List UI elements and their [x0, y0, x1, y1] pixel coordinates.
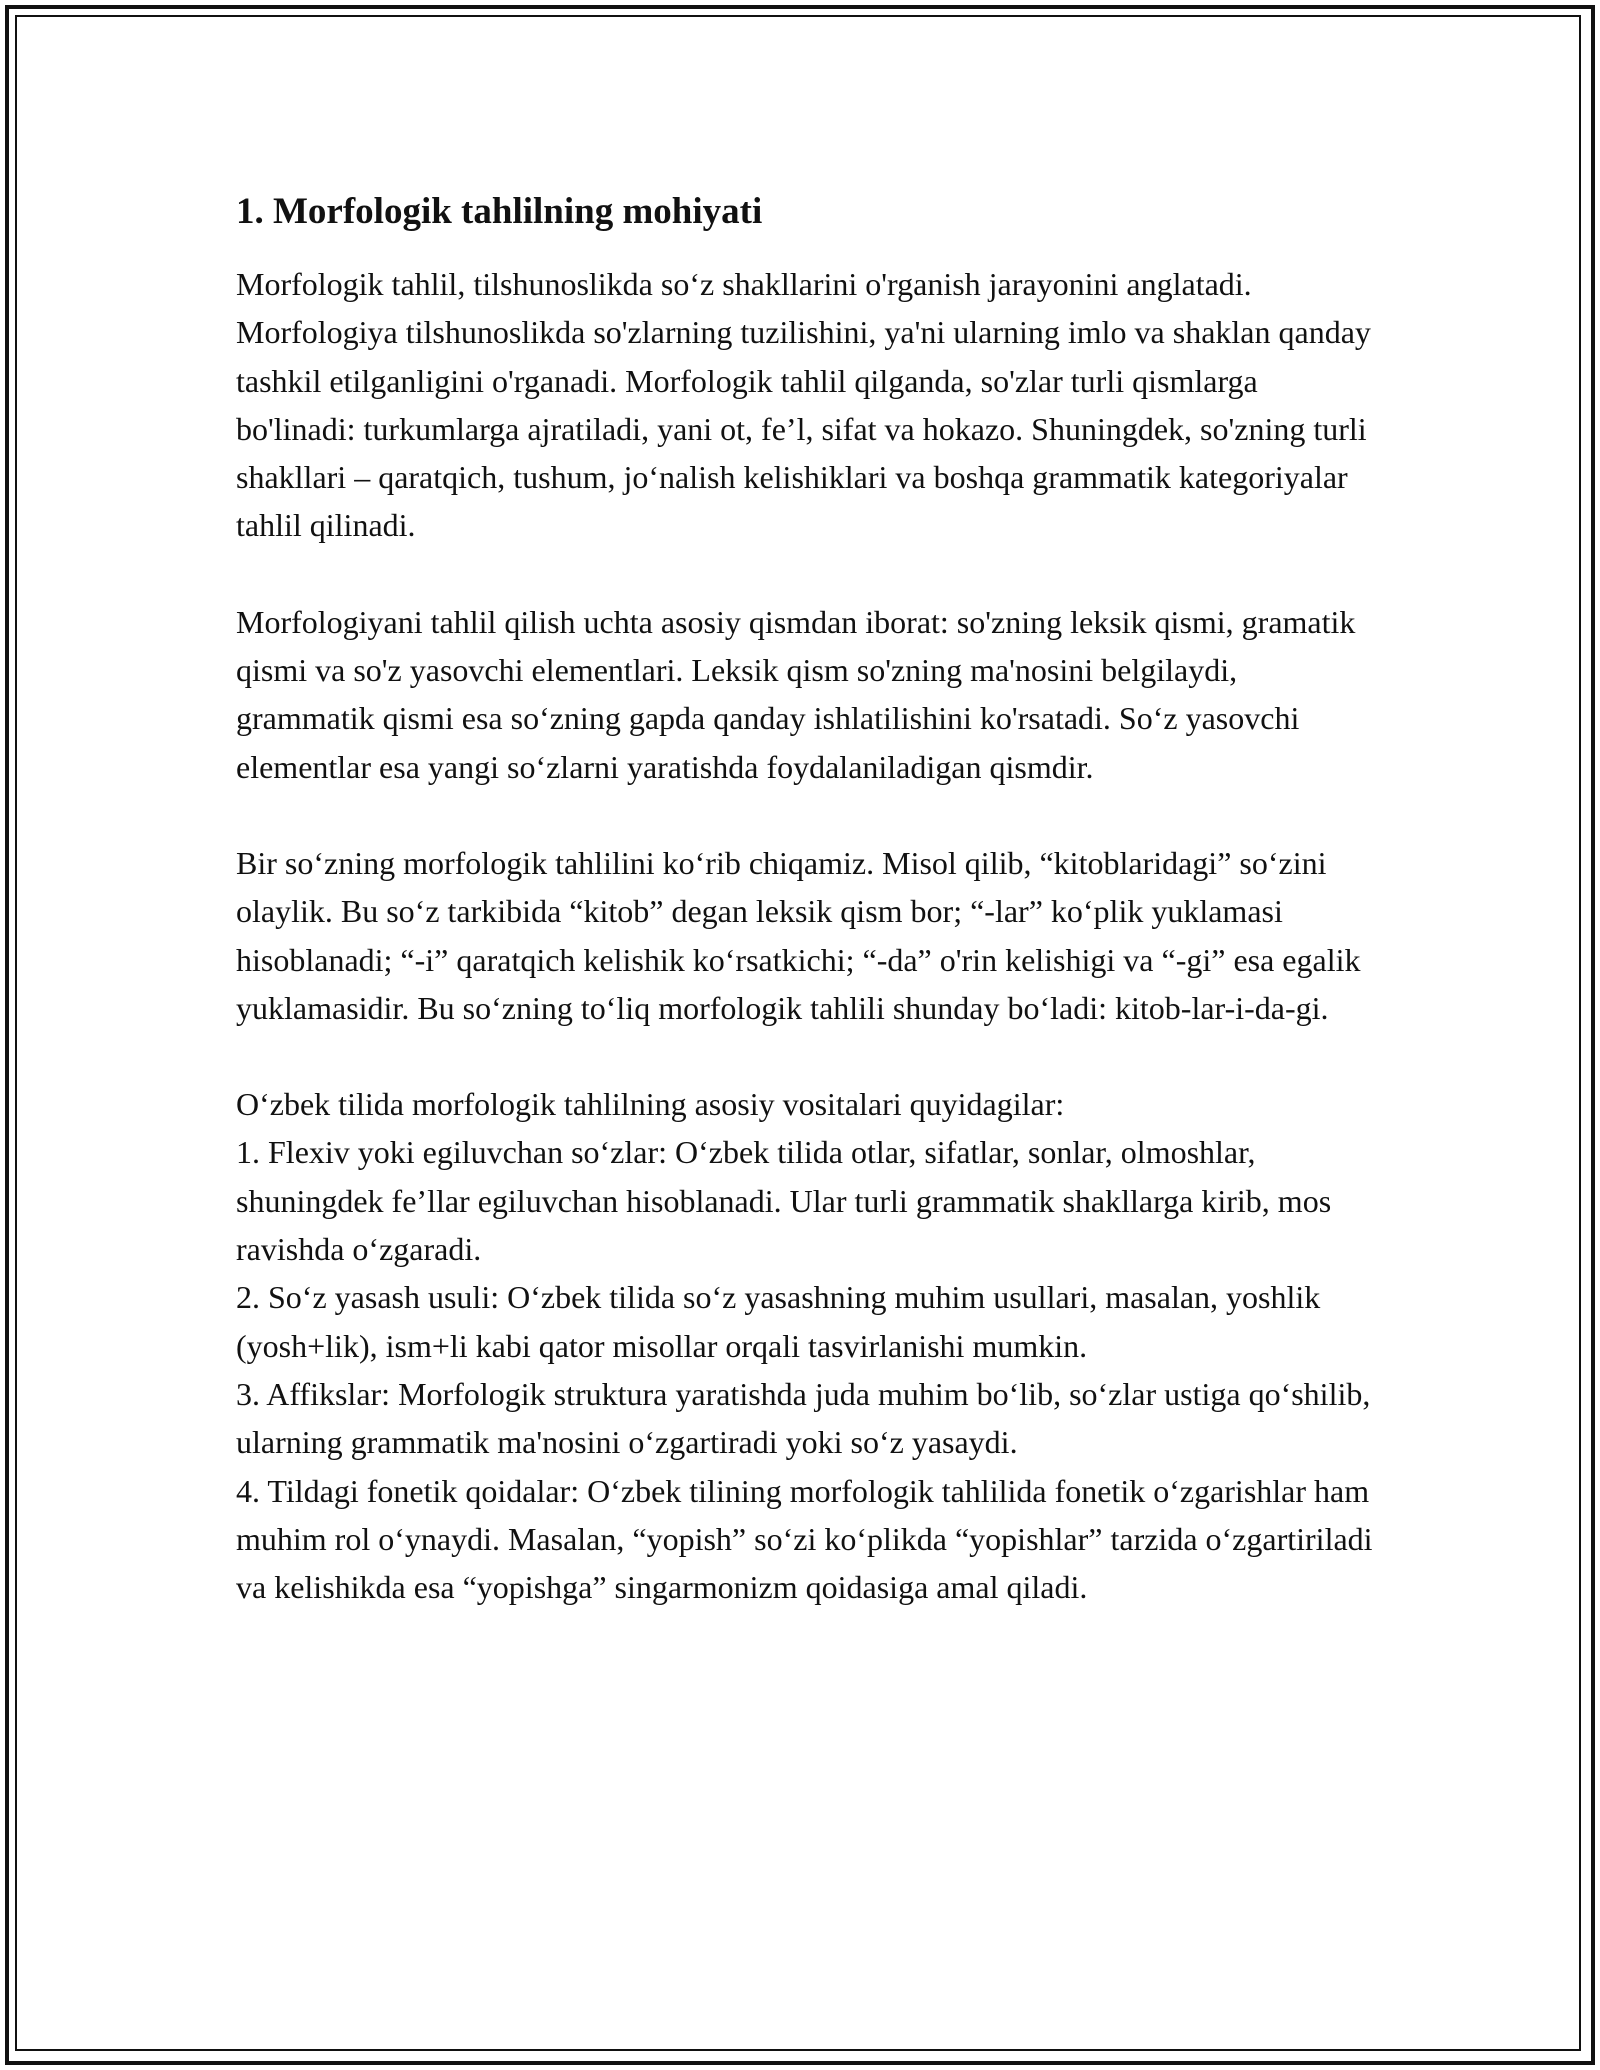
paragraph-definition: Morfologik tahlil, tilshunoslikda so‘z shakllarini o'rganish jarayonini anglatadi. Morfologiya tilshunoslikda so'zlarning tuzilishini, ya'ni ularning imlo va shaklan qanday tashkil etilganligini o'rganadi. Morfologik tahlil qilganda, so'zlar turli qismlarga bo'linadi: turkumlarga ajratiladi, yani ot, fe’l, sifat va hokazo. Shuningdek, so'zning turli shakllari – qaratqich, tushum, jo‘nalish kelishiklari va boshqa grammatik kategoriyalar tahlil qilinadi. [236, 266, 1371, 544]
list-item: 3. Affikslar: Morfologik struktura yaratishda juda muhim bo‘lib, so‘zlar ustiga qo‘shilib, ularning grammatik ma'nosini o‘zgartiradi yoki so‘z yasaydi. [236, 1375, 1371, 1461]
section-heading: 1. Morfologik tahlilning mohiyati [236, 191, 763, 232]
list-item: 4. Tildagi fonetik qoidalar: O‘zbek tilining morfologik tahlilida fonetik o‘zgarishlar ham muhim rol o‘ynaydi. Masalan, “yopish” so‘zi ko‘plikda “yopishlar” tarzida o‘zgartiriladi va kelishikda esa “yopishga” singarmonizm qoidasiga amal qiladi. [236, 1472, 1373, 1606]
paragraph-components: Morfologiyani tahlil qilish uchta asosiy qismdan iborat: so'zning leksik qismi, gramatik qismi va so'z yasovchi elementlari. Leksik qism so'zning ma'nosini belgilaydi, grammatik qismi esa so‘zning gapda qanday ishlatilishini ko'rsatadi. So‘z yasovchi elementlar esa yangi so‘zlarni yaratishda foydalaniladigan qismdir. [236, 603, 1356, 785]
list-intro: O‘zbek tilida morfologik tahlilning asosiy vositalari quyidagilar: [236, 1086, 1065, 1123]
list-item: 2. So‘z yasash usuli: O‘zbek tilida so‘z yasashning muhim usullari, masalan, yoshlik (yosh+lik), ism+li kabi qator misollar orqali tasvirlanishi mumkin. [236, 1279, 1321, 1364]
list-item: 1. Flexiv yoki egiluvchan so‘zlar: O‘zbek tilida otlar, sifatlar, sonlar, olmoshlar, shuningdek fe’llar egiluvchan hisoblanadi. Ular turli grammatik shakllarga kirib, mos ravishda o‘zgaradi. [236, 1134, 1332, 1268]
paragraph-example: Bir so‘zning morfologik tahlilini ko‘rib chiqamiz. Misol qilib, “kitoblaridagi” so‘zini olaylik. Bu so‘z tarkibida “kitob” degan leksik qism bor; “-lar” ko‘plik yuklamasi hisoblanadi; “-i” qaratqich kelishik ko‘rsatkichi; “-da” o'rin kelishigi va “-gi” esa egalik yuklamasidir. Bu so‘zning to‘liq morfologik tahlili shunday bo‘ladi: kitob-lar-i-da-gi. [236, 844, 1361, 1026]
document-body [236, 186, 1376, 1611]
tools-list [236, 1080, 1376, 1611]
